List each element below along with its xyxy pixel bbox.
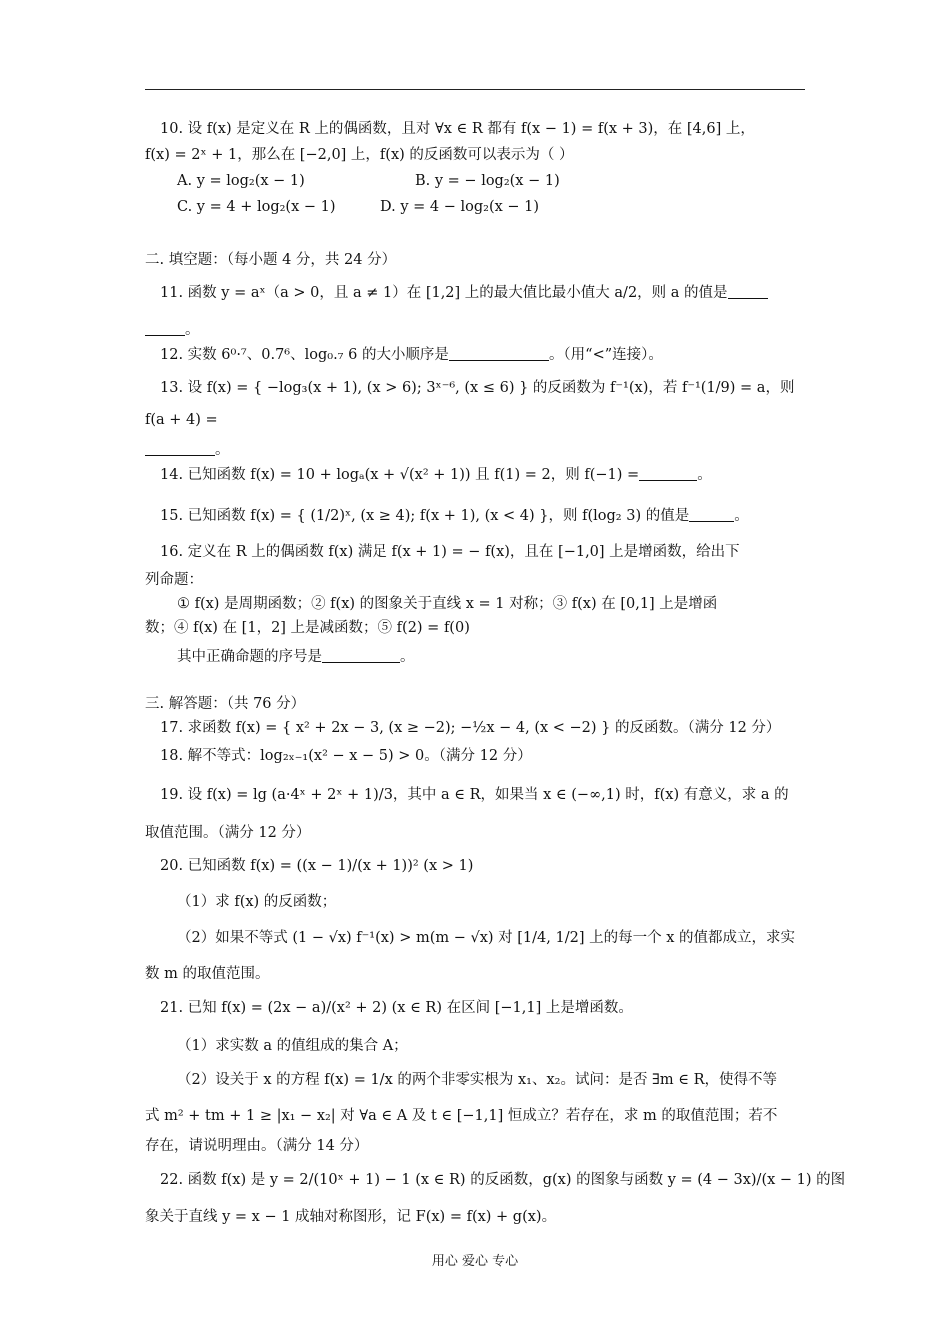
section-2-heading: 二. 填空题：（每小题 4 分，共 24 分） [145, 252, 397, 268]
q19-line1: 19. 设 f(x) = lg (a·4ˣ + 2ˣ + 1)/3，其中 a ∈ R，如果当 x ∈ (−∞,1) 时，f(x) 有意义，求 a 的 [160, 787, 789, 803]
answer-blank [639, 466, 697, 481]
q16-line5 [177, 647, 847, 667]
answer-blank [322, 648, 400, 663]
q11-text: 11. 函数 y = aˣ（a > 0，且 a ≠ 1）在 [1,2] 上的最大值比最小值大 a/2，则 a 的值是 [160, 285, 728, 301]
q14-line [160, 465, 830, 485]
q11-tail: 。 [185, 322, 200, 338]
q16-text: 其中正确命题的序号是 [177, 649, 322, 665]
answer-blank [449, 346, 549, 361]
q22-line2: 象关于直线 y = x − 1 成轴对称图形，记 F(x) = f(x) + g(x)。 [145, 1209, 557, 1225]
section-3-heading: 三. 解答题：（共 76 分） [145, 696, 306, 712]
q16-line2: 列命题： [145, 572, 203, 588]
q21-line5: 存在，请说明理由。（满分 14 分） [145, 1138, 369, 1154]
q10-line2: f(x) = 2ˣ + 1，那么在 [−2,0] 上，f(x) 的反函数可以表示为（ ） [145, 147, 574, 163]
q14-text: 14. 已知函数 f(x) = 10 + logₐ(x + √(x² + 1)) 且 f(1) = 2，则 f(−1) = [160, 467, 640, 483]
q15-text: 15. 已知函数 f(x) = { (1/2)ˣ, (x ≥ 4); f(x + 1), (x < 4) }，则 f(log₂ 3) 的值是 [160, 508, 690, 524]
answer-blank [728, 284, 768, 299]
page-footer: 用心 爱心 专心 [431, 1254, 519, 1269]
q21-line2: （1）求实数 a 的值组成的集合 A； [177, 1038, 408, 1054]
q16-tail: 。 [400, 649, 415, 665]
q18-line: 18. 解不等式：log₂ₓ₋₁(x² − x − 5) > 0。（满分 12 分） [160, 748, 532, 764]
header-rule [145, 89, 805, 90]
q13-line1: 13. 设 f(x) = { −log₃(x + 1), (x > 6); 3ˣ⁻⁶, (x ≤ 6) } 的反函数为 f⁻¹(x)，若 f⁻¹(1/9) = a，则 [160, 380, 795, 396]
q20-line2: （1）求 f(x) 的反函数； [177, 894, 337, 910]
q20-line4: 数 m 的取值范围。 [145, 966, 270, 982]
answer-blank [689, 507, 734, 522]
q10-option-d: D. y = 4 − log₂(x − 1) [380, 199, 540, 215]
q13-tail: 。 [215, 442, 230, 458]
q21-line4: 式 m² + tm + 1 ≥ |x₁ − x₂| 对 ∀a ∈ A 及 t ∈ [−1,1] 恒成立？若存在，求 m 的取值范围；若不 [145, 1108, 778, 1124]
q13-line3 [145, 440, 815, 460]
q16-line1: 16. 定义在 R 上的偶函数 f(x) 满足 f(x + 1) = − f(x)，且在 [−1,0] 上是增函数，给出下 [160, 544, 740, 560]
q16-line4: 数；④ f(x) 在 [1，2] 上是减函数；⑤ f(2) = f(0) [145, 620, 470, 636]
q15-tail: 。 [734, 508, 749, 524]
q14-tail: 。 [697, 467, 712, 483]
q22-line1: 22. 函数 f(x) 是 y = 2/(10ˣ + 1) − 1 (x ∈ R) 的反函数，g(x) 的图象与函数 y = (4 − 3x)/(x − 1) 的图 [160, 1172, 846, 1188]
q12-text: 12. 实数 6⁰·⁷、0.7⁶、log₀.₇ 6 的大小顺序是 [160, 347, 449, 363]
answer-blank [145, 321, 185, 336]
q12-tail: 。（用“<”连接）。 [548, 347, 663, 363]
q20-line3: （2）如果不等式 (1 − √x) f⁻¹(x) > m(m − √x) 对 [1/4, 1/2] 上的每一个 x 的值都成立，求实 [177, 930, 795, 946]
q11-line1 [160, 283, 830, 303]
q10-option-a: A. y = log₂(x − 1) [177, 173, 305, 189]
q13-line2: f(a + 4) = [145, 412, 218, 428]
q20-line1: 20. 已知函数 f(x) = ((x − 1)/(x + 1))² (x > 1) [160, 858, 474, 874]
q11-line2 [145, 320, 815, 340]
q17-line: 17. 求函数 f(x) = { x² + 2x − 3, (x ≥ −2); −½x − 4, (x < −2) } 的反函数。（满分 12 分） [160, 720, 781, 736]
answer-blank [145, 441, 215, 456]
q10-option-b: B. y = − log₂(x − 1) [415, 173, 560, 189]
q15-line [160, 506, 830, 526]
q21-line3: （2）设关于 x 的方程 f(x) = 1/x 的两个非零实根为 x₁、x₂。试问：是否 ∃m ∈ R，使得不等 [177, 1072, 778, 1088]
q12-line [160, 345, 830, 365]
q10-option-c: C. y = 4 + log₂(x − 1) [177, 199, 336, 215]
q19-line2: 取值范围。（满分 12 分） [145, 825, 311, 841]
q21-line1: 21. 已知 f(x) = (2x − a)/(x² + 2) (x ∈ R) 在区间 [−1,1] 上是增函数。 [160, 1000, 633, 1016]
q16-line3: ① f(x) 是周期函数；② f(x) 的图象关于直线 x = 1 对称；③ f(x) 在 [0,1] 上是增函 [177, 596, 718, 612]
q10-line1: 10. 设 f(x) 是定义在 R 上的偶函数，且对 ∀x ∈ R 都有 f(x − 1) = f(x + 3)，在 [4,6] 上， [160, 121, 755, 137]
